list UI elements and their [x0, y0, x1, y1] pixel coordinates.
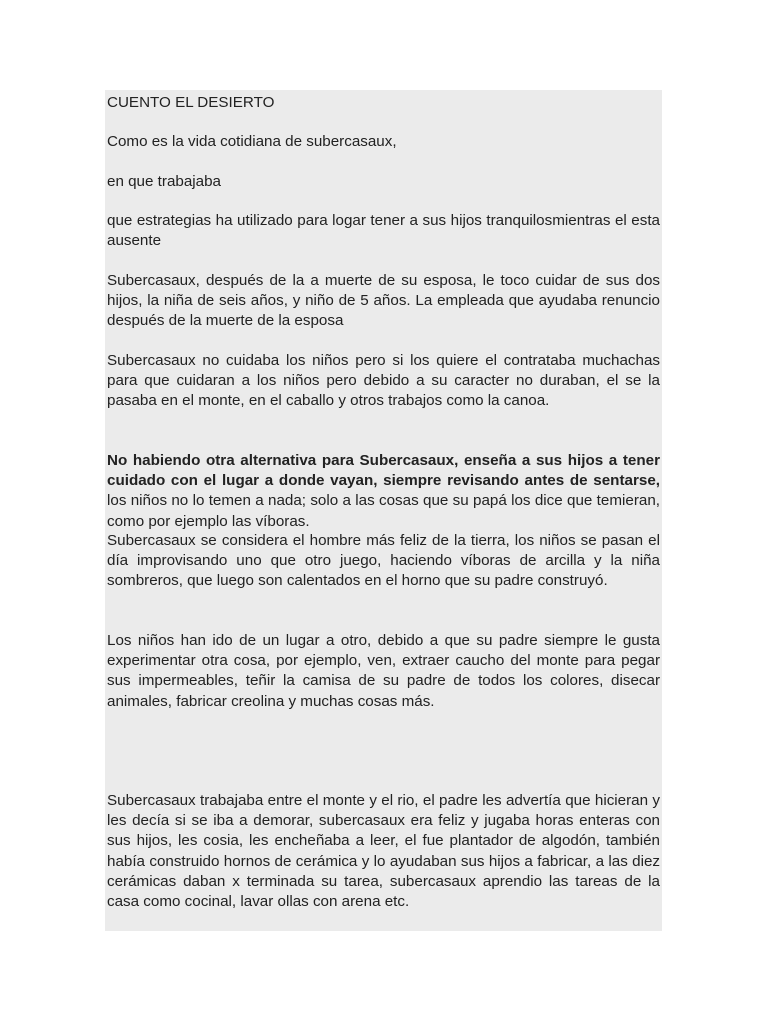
document-title: CUENTO EL DESIERTO	[107, 94, 275, 111]
paragraph-work-and-home: Subercasaux trabajaba entre el monte y el rio, el padre les advertía que hicieran y les decía si se iba a demorar, subercasaux era feliz y jugaba horas enteras con sus hijos, les cosia, les encheñaba a leer, el fue plantador de algodón, también había construido hornos de cerámica y lo ayudaban sus hijos a fabricar, a las diez cerámicas daban x terminada su tarea, subercasaux aprendio las tareas de la casa como cocinal, lavar ollas con arena etc.	[107, 792, 660, 911]
paragraph-happiest-man: Subercasaux se considera el hombre más feliz de la tierra, los niños se pasan el día improvisando uno que otro juego, haciendo víboras de arcilla y la niña sombreros, que luego son calentados en el horno que su padre construyó.	[107, 532, 660, 590]
question-strategies: que estrategias ha utilizado para logar tener a sus hijos tranquilosmientras el esta ausente	[107, 212, 660, 250]
paragraph-wife-death: Subercasaux, después de la a muerte de su esposa, le toco cuidar de sus dos hijos, la niña de seis años, y niño de 5 años. La empleada que ayudaba renuncio después de la muerte de la esposa	[107, 272, 660, 330]
paragraph-experiments: Los niños han ido de un lugar a otro, debido a que su padre siempre le gusta experimentar otra cosa, por ejemplo, ven, extraer caucho del monte para pegar sus impermeables, teñir la camisa de su padre de todos los colores, disecar animales, fabricar creolina y muchas cosas más.	[107, 632, 660, 710]
paragraph-caretakers: Subercasaux no cuidaba los niños pero si los quiere el contrataba muchachas para que cuidaran a los niños pero debido a su caracter no duraban, el se la pasaba en el monte, en el caballo y otros trabajos como la canoa.	[107, 352, 660, 410]
paragraph-bold-lead: No habiendo otra alternativa para Subercasaux, enseña a sus hijos a tener cuidado con el lugar a donde vayan, siempre revisando antes de sentarse,	[107, 452, 660, 490]
paragraph-teaching-children	[107, 451, 660, 532]
paragraph-rest: los niños no lo temen a nada; solo a las cosas que su papá los dice que temieran, como por ejemplo las víboras.	[107, 492, 660, 530]
question-daily-life: Como es la vida cotidiana de subercasaux,	[107, 133, 397, 150]
question-work: en que trabajaba	[107, 173, 222, 190]
